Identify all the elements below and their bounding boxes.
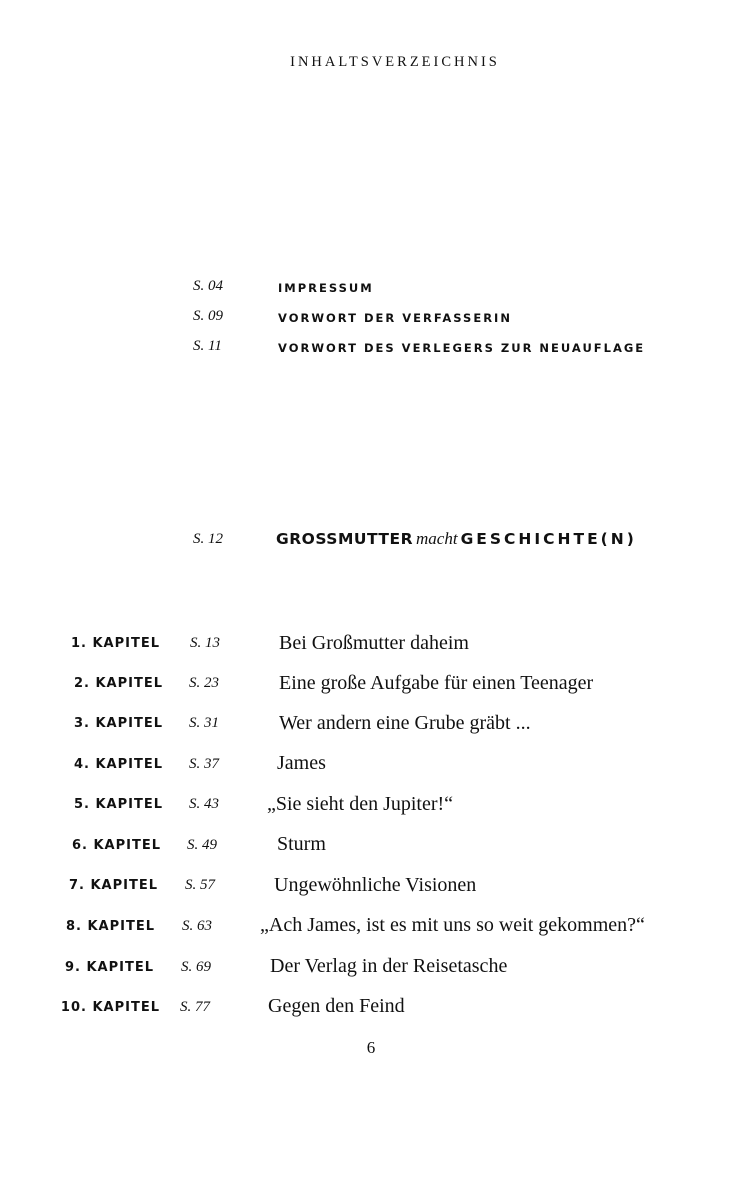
chapter-title: Ungewöhnliche Visionen — [274, 874, 477, 896]
section-page: S. 12 — [193, 531, 223, 547]
chapter-page: S. 63 — [182, 918, 212, 934]
chapter-title: Gegen den Feind — [268, 995, 405, 1017]
section-title-part-2: macht — [416, 529, 458, 548]
front-matter-page: S. 11 — [193, 338, 222, 354]
chapter-page: S. 37 — [189, 756, 219, 772]
chapter-page: S. 23 — [189, 675, 219, 691]
section-title — [276, 529, 637, 549]
page-heading: INHALTSVERZEICHNIS — [290, 54, 500, 70]
chapter-label: 8. KAPITEL — [65, 919, 155, 934]
chapter-page: S. 31 — [189, 715, 219, 731]
chapter-title: Wer andern eine Grube gräbt ... — [279, 712, 531, 734]
chapter-page: S. 77 — [180, 999, 210, 1015]
section-title-part-1: GROSSMUTTER — [276, 530, 414, 548]
section-title-part-3: GESCHICHTE(N) — [460, 530, 637, 548]
chapter-title: Der Verlag in der Reisetasche — [270, 955, 508, 977]
front-matter-title: VORWORT DES VERLEGERS ZUR NEUAUFLAGE — [278, 341, 646, 355]
front-matter-page: S. 09 — [193, 308, 223, 324]
front-matter-title: IMPRESSUM — [278, 281, 374, 295]
chapter-title: „Ach James, ist es mit uns so weit gekommen?“ — [260, 914, 645, 936]
front-matter-title: VORWORT DER VERFASSERIN — [278, 311, 512, 325]
chapter-page: S. 13 — [190, 635, 220, 651]
chapter-title: Eine große Aufgabe für einen Teenager — [279, 672, 594, 694]
chapter-title: Bei Großmutter daheim — [279, 632, 469, 654]
chapter-title: James — [277, 752, 326, 774]
chapter-label: 10. KAPITEL — [60, 1000, 160, 1015]
chapter-label: 2. KAPITEL — [73, 676, 163, 691]
chapter-label: 4. KAPITEL — [73, 757, 163, 772]
chapter-title: Sturm — [277, 833, 326, 855]
chapter-label: 9. KAPITEL — [64, 960, 154, 975]
chapter-page: S. 49 — [187, 837, 217, 853]
chapter-label: 1. KAPITEL — [70, 636, 160, 651]
chapter-title: „Sie sieht den Jupiter!“ — [267, 793, 454, 815]
chapter-page: S. 43 — [189, 796, 219, 812]
chapter-label: 3. KAPITEL — [73, 716, 163, 731]
chapter-label: 7. KAPITEL — [68, 878, 158, 893]
front-matter-page: S. 04 — [193, 278, 223, 294]
chapter-label: 5. KAPITEL — [73, 797, 163, 812]
chapter-page: S. 57 — [185, 877, 215, 893]
chapter-page: S. 69 — [181, 959, 211, 975]
page-number: 6 — [366, 1038, 376, 1057]
chapter-label: 6. KAPITEL — [71, 838, 161, 853]
